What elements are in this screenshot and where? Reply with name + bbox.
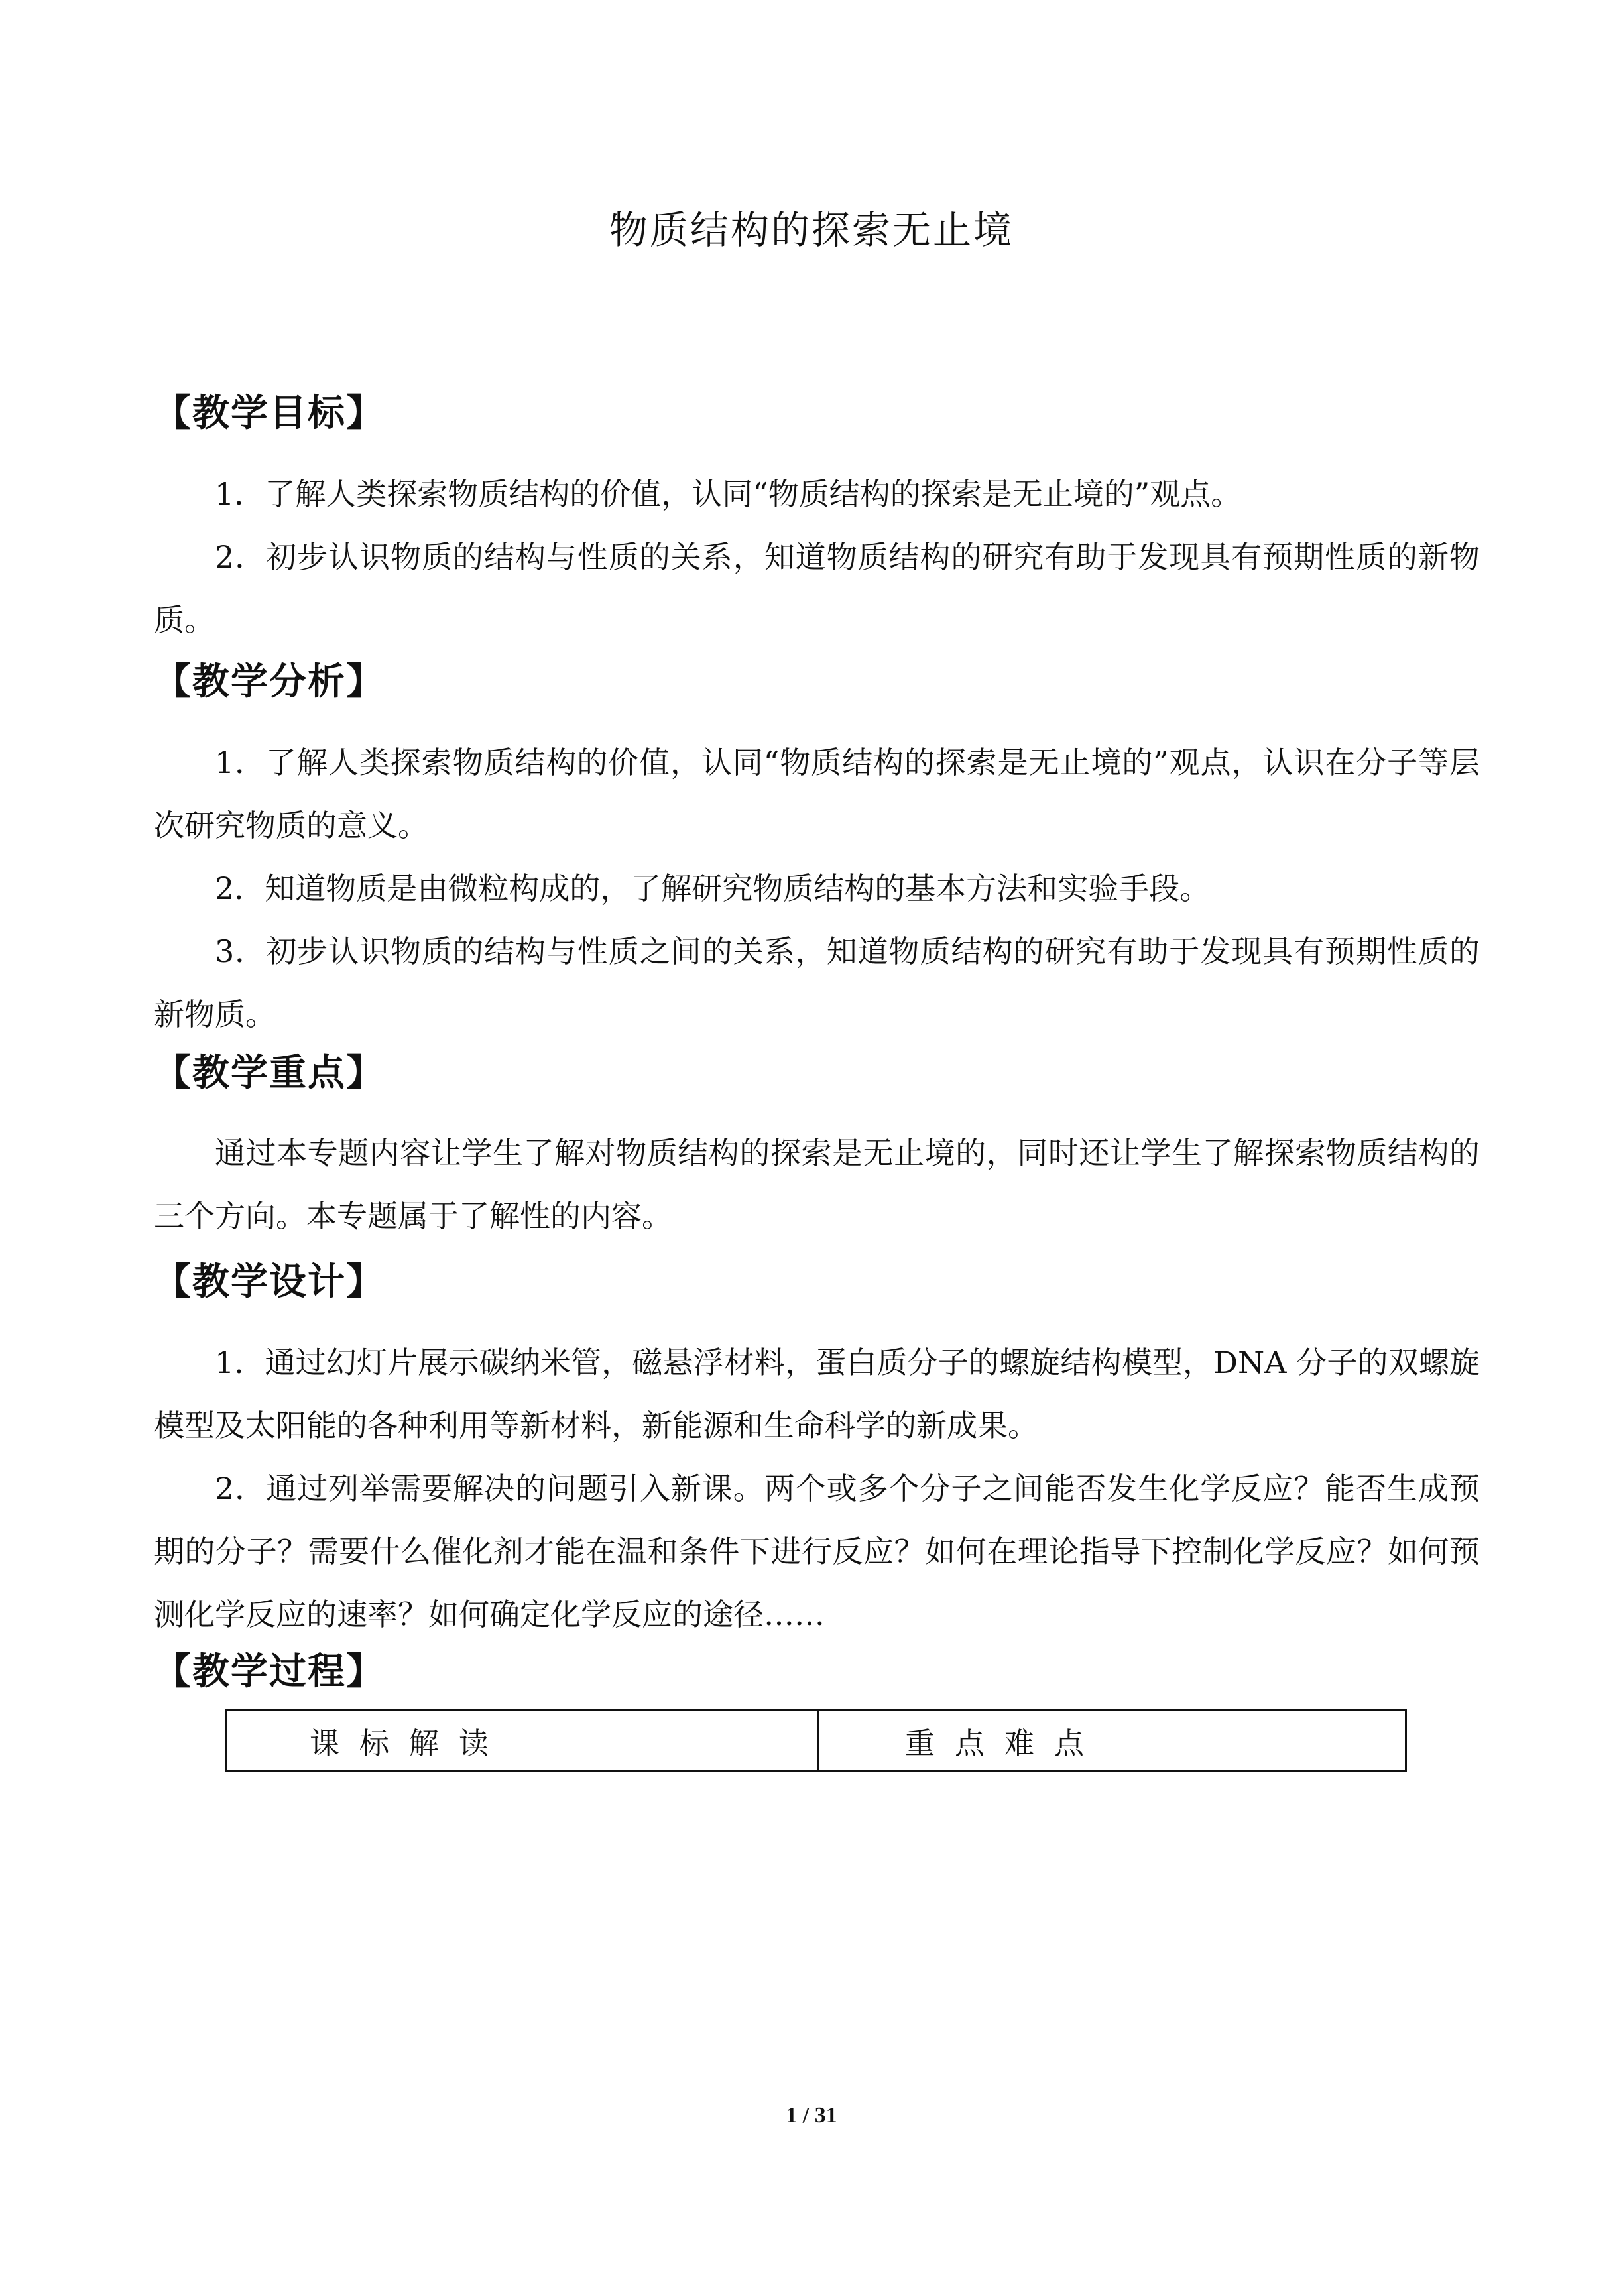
paragraph: 2．通过列举需要解决的问题引入新课。两个或多个分子之间能否发生化学反应？能否生成预期的分子？需要什么催化剂才能在温和条件下进行反应？如何在理论指导下控制化学反应？如何预测化学反应的速率？如何确定化学反应的途径…… (154, 1471, 1480, 1632)
page-number: 1 / 31 (786, 2103, 837, 2128)
section-teaching-objectives-body (154, 463, 1493, 652)
process-table (225, 1709, 1407, 1772)
section-heading: 【教学设计】 (154, 1260, 385, 1303)
section-teaching-design (154, 1260, 1493, 1303)
section-heading: 【教学分析】 (154, 660, 385, 703)
section-teaching-objectives (154, 391, 1493, 435)
paragraph: 2．初步认识物质的结构与性质的关系，知道物质结构的研究有助于发现具有预期性质的新物质。 (154, 539, 1480, 638)
document-title: 物质结构的探索无止境 (609, 208, 1014, 253)
section-teaching-process (154, 1650, 1493, 1693)
paragraph: 3．初步认识物质的结构与性质之间的关系，知道物质结构的研究有助于发现具有预期性质的新物质。 (154, 934, 1480, 1032)
table-header-cell: 重点难点 (905, 1726, 1105, 1761)
section-teaching-focus-body (154, 1122, 1493, 1248)
section-teaching-design-body (154, 1331, 1493, 1646)
paragraph: 1．了解人类探索物质结构的价值，认同“物质结构的探索是无止境的”观点。 (215, 476, 1242, 512)
section-teaching-analysis-body (154, 731, 1493, 1046)
paragraph: 1．通过幻灯片展示碳纳米管，磁悬浮材料，蛋白质分子的螺旋结构模型，DNA 分子的双螺旋模型及太阳能的各种利用等新材料，新能源和生命科学的新成果。 (154, 1345, 1480, 1443)
section-heading: 【教学重点】 (154, 1051, 385, 1095)
section-teaching-analysis (154, 660, 1493, 703)
paragraph: 1．了解人类探索物质结构的价值，认同“物质结构的探索是无止境的”观点，认识在分子等层次研究物质的意义。 (154, 745, 1480, 843)
table-header-cell: 课标解读 (227, 1711, 819, 1770)
section-heading: 【教学目标】 (154, 391, 385, 435)
section-teaching-focus (154, 1051, 1493, 1095)
paragraph: 2．知道物质是由微粒构成的，了解研究物质结构的基本方法和实验手段。 (215, 871, 1211, 906)
section-heading: 【教学过程】 (154, 1650, 385, 1693)
paragraph: 通过本专题内容让学生了解对物质结构的探索是无止境的，同时还让学生了解探索物质结构的三个方向。本专题属于了解性的内容。 (154, 1135, 1480, 1234)
